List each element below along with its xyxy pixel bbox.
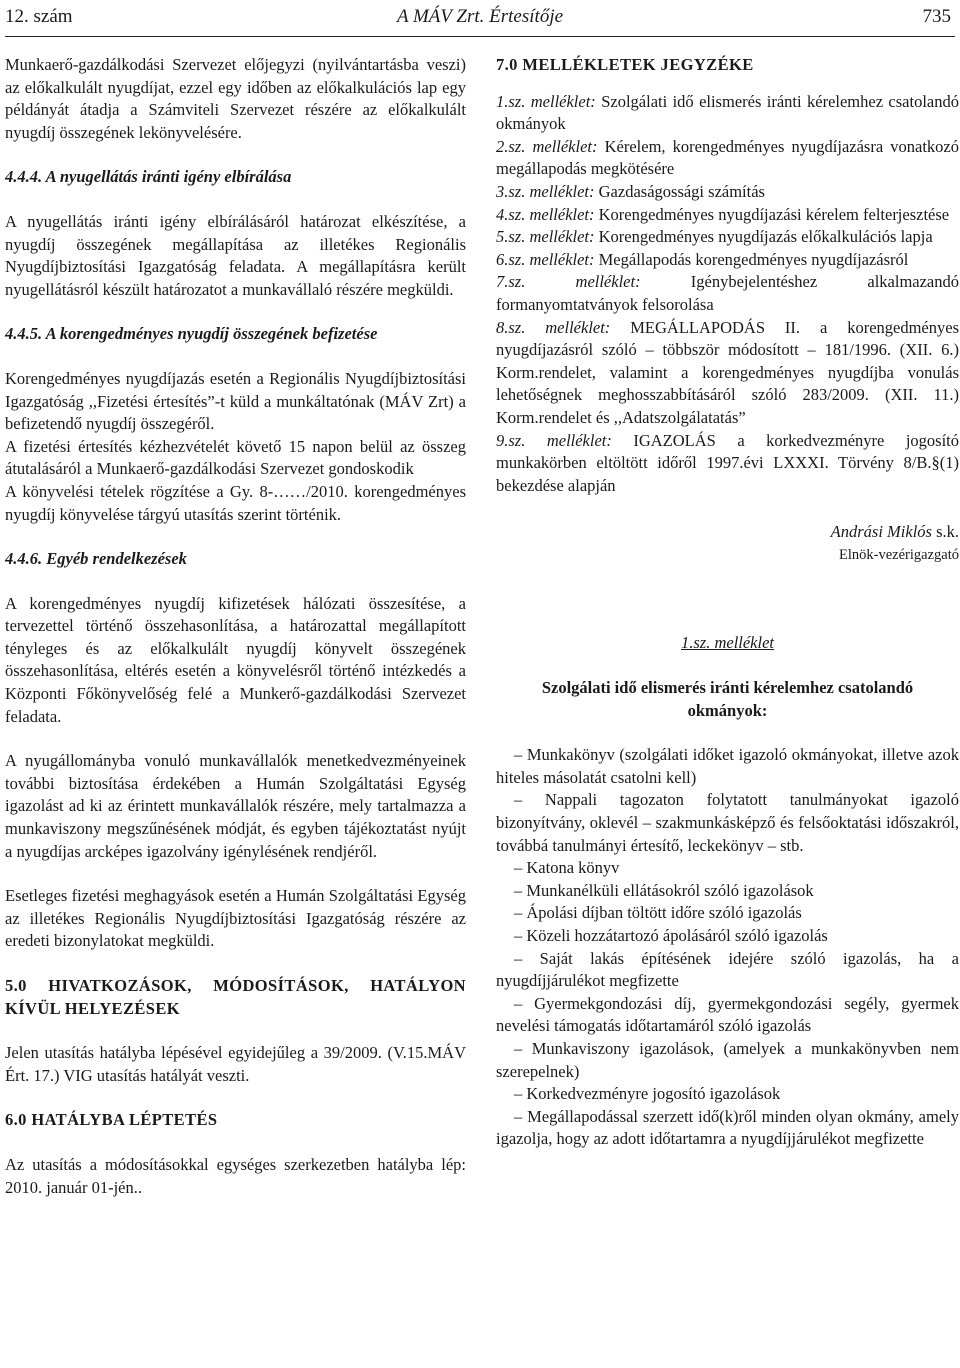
paragraph-446c: Esetleges fizetési meghagyások esetén a Humán Szolgáltatási Egység az illetékes Regionális Nyugdíjbiztosítási Igazgatóság részére az eredeti bizonylatokat megküldi. (5, 886, 466, 951)
annex1-title: Szolgálati idő elismerés iránti kérelemhez csatolandó okmányok: (541, 678, 914, 720)
section-heading-70: 7.0 MELLÉKLETEK JEGYZÉKE (496, 55, 754, 74)
document-item: – Katona könyv (514, 858, 620, 878)
annex-label: 5.sz. melléklet: (496, 227, 595, 247)
signature-suffix: s.k. (931, 522, 959, 542)
annex-label: 3.sz. melléklet: (496, 181, 595, 201)
annex-item (496, 181, 959, 204)
annex-item (496, 91, 959, 136)
document-item: – Megállapodással szerzett idő(k)ről minden olyan okmány, amely igazolja, hogy az adott időtartamra a nyugdíjjárulékot megfizette (496, 1106, 959, 1149)
annex-item (496, 249, 959, 272)
annex-label: 9.sz. melléklet: (496, 430, 612, 450)
annex-label: 7.sz. melléklet: (496, 272, 641, 292)
intro-paragraph: Munkaerő-gazdálkodási Szervezet előjegyzi (nyilvántartásba veszi) az előkalkulált nyugdíjat, ezzel egy időben az előkalkulációs lap egy példányát átadja a Számviteli Szervezet részére az előkalkulált nyugdíj összegének lekönyvelésére. (5, 55, 466, 142)
section-heading-444: 4.4.4. A nyugellátás iránti igény elbírálása (5, 167, 292, 187)
annex-label: 8.sz. melléklet: (496, 317, 611, 337)
annex-item (496, 204, 959, 227)
page-number: 735 (922, 6, 951, 27)
annex-item (496, 317, 959, 430)
issue-number: 12. szám (5, 6, 73, 27)
signature-name: Andrási Miklós (830, 522, 932, 542)
annex-label: 4.sz. melléklet: (496, 204, 595, 224)
annex-label: 1.sz. melléklet: (496, 91, 596, 111)
paragraph-445a: Korengedményes nyugdíjazás esetén a Regionális Nyugdíjbiztosítási Igazgatóság ,,Fizetési értesítés”-t küld a munkáltatónak (MÁV Zrt) a befizetendő nyugdíj összegéről. (5, 368, 466, 434)
section-heading-445: 4.4.5. A korengedményes nyugdíj összegének befizetése (5, 324, 378, 344)
annex-label: 2.sz. melléklet: (496, 136, 598, 156)
document-item: – Munkanélküli ellátásokról szóló igazolások (514, 880, 814, 900)
right-column (496, 54, 959, 1151)
document-item: – Munkaviszony igazolások, (amelyek a munkakönyvben nem szerepelnek) (496, 1038, 959, 1081)
annex-text: Korengedményes nyugdíjazás előkalkulációs lapja (594, 227, 933, 247)
section-heading-50: 5.0 HIVATKOZÁSOK, MÓDOSÍTÁSOK, HATÁLYON KÍVÜL HELYEZÉSEK (5, 976, 466, 1018)
section-heading-60: 6.0 HATÁLYBA LÉPTETÉS (5, 1110, 218, 1130)
annex-text: Igénybejelentéshez alkalmazandó formanyomtatványok felsorolása (496, 272, 959, 314)
document-item: – Gyermekgondozási díj, gyermekgondozási segély, gyermek nevelési támogatás időtartamáról szóló igazolás (496, 993, 959, 1036)
document-item: – Közeli hozzátartozó ápolásáról szóló igazolás (514, 926, 828, 945)
annex-text: Megállapodás korengedményes nyugdíjazásról (594, 249, 909, 269)
annex-text: Gazdaságossági számítás (594, 181, 765, 201)
document-item: – Korkedvezményre jogosító igazolások (514, 1084, 781, 1104)
annex-item (496, 136, 959, 181)
paragraph-446a: A korengedményes nyugdíj kifizetések hálózati összesítése, a tervezettel történő összehasonlítása, a határozattal megállapított tényleges és az előkalkulált nyugdíj könyvelt összegének összehasonlítása, eltérés esetén a könyvelésről történő intézkedés a Központi Főkönyvelőség felé a Munkerő-gazdálkodási Szervezet feladata. (5, 593, 466, 726)
document-item: – Nappali tagozaton folytatott tanulmányokat igazoló bizonyítvány, oklevél – szakmunkásképző és felsőoktatási időszakról, továbbá tanulmányi értesítő, leckekönyv – stb. (496, 790, 959, 855)
annex-text: Korengedményes nyugdíjazási kérelem felterjesztése (594, 204, 950, 224)
annex-text: Szolgálati idő elismerés iránti kérelemhez csatolandó okmányok (496, 91, 959, 134)
document-item: – Munkakönyv (szolgálati időket igazoló okmányokat, illetve azok hiteles másolatát csatolni kell) (496, 745, 959, 787)
annex-label: 6.sz. melléklet: (496, 249, 595, 269)
annex1-label: 1.sz. melléklet (680, 633, 774, 653)
document-item: – Ápolási díjban töltött időre szóló igazolás (514, 903, 802, 923)
document-item: – Saját lakás építésének idejére szóló igazolás, ha a nyugdíjjárulékot megfizette (496, 948, 959, 991)
annex-list (496, 91, 959, 498)
paragraph-60: Az utasítás a módosításokkal egységes szerkezetben hatályba lép: 2010. január 01-jén.. (5, 1154, 466, 1197)
annex-item (496, 430, 959, 498)
annex-item (496, 226, 959, 249)
paragraph-446b: A nyugállományba vonuló munkavállalók menetkedvezményeinek további biztosítása érdekében a Humán Szolgáltatási Egység igazolást ad ki az érintett munkavállalók részére, mely tartalmazza a munkaviszony megszűnésének módját, és egyben tájékoztatást nyújt a nyugdíjas arcképes igazolvány igénylésének rendjéről. (5, 751, 466, 861)
signature (496, 521, 959, 544)
paragraph-445c: A könyvelési tételek rögzítése a Gy. 8-……/2010. korengedményes nyugdíj könyvelése tárgyú utasítás szerint történik. (5, 481, 466, 524)
left-column (5, 54, 466, 1199)
paragraph-445b: A fizetési értesítés kézhezvételét követő 15 napon belül az összeg átutalásáról a Munkaerő-gazdálkodási Szervezet gondoskodik (5, 436, 466, 479)
annex-text: Kérelem, korengedményes nyugdíjazásra vonatkozó megállapodás megkötésére (496, 136, 960, 179)
annex-text: IGAZOLÁS a korkedvezményre jogosító munkakörben eltöltött időről 1997.évi LXXXI. Törvény 8/B.§(1) bekezdése alapján (496, 430, 959, 495)
signature-title: Elnök-vezérigazgató (839, 546, 959, 563)
page-header (5, 2, 955, 37)
publication-title: A MÁV Zrt. Értesítője (396, 6, 564, 27)
annex-text: MEGÁLLAPODÁS II. a korengedményes nyugdíjazásról szóló – többször módosított – 181/1996. (XII. 6.) Korm.rendelet, valamint a korengedményes nyugdíjba vonulás lehetőségnek meghosszabbításáról szóló 283/2009. (XII. 11.) Korm.rendelet és ,,Adatszolgálatatás” (496, 317, 959, 427)
section-heading-446: 4.4.6. Egyéb rendelkezések (5, 549, 187, 569)
paragraph-444: A nyugellátás iránti igény elbírálásáról határozat elkészítése, a nyugdíj összegének megállapítása az illetékes Regionális Nyugdíjbiztosítási Igazgatóság feladata. A megállapításra került nyugellátásról készült határozatot a munkavállaló részére megküldi. (5, 211, 466, 299)
paragraph-50: Jelen utasítás hatályba lépésével egyidejűleg a 39/2009. (V.15.MÁV Ért. 17.) VIG utasítás hatályát veszti. (5, 1043, 466, 1085)
annex-item (496, 271, 959, 316)
documents-list (496, 744, 959, 1151)
